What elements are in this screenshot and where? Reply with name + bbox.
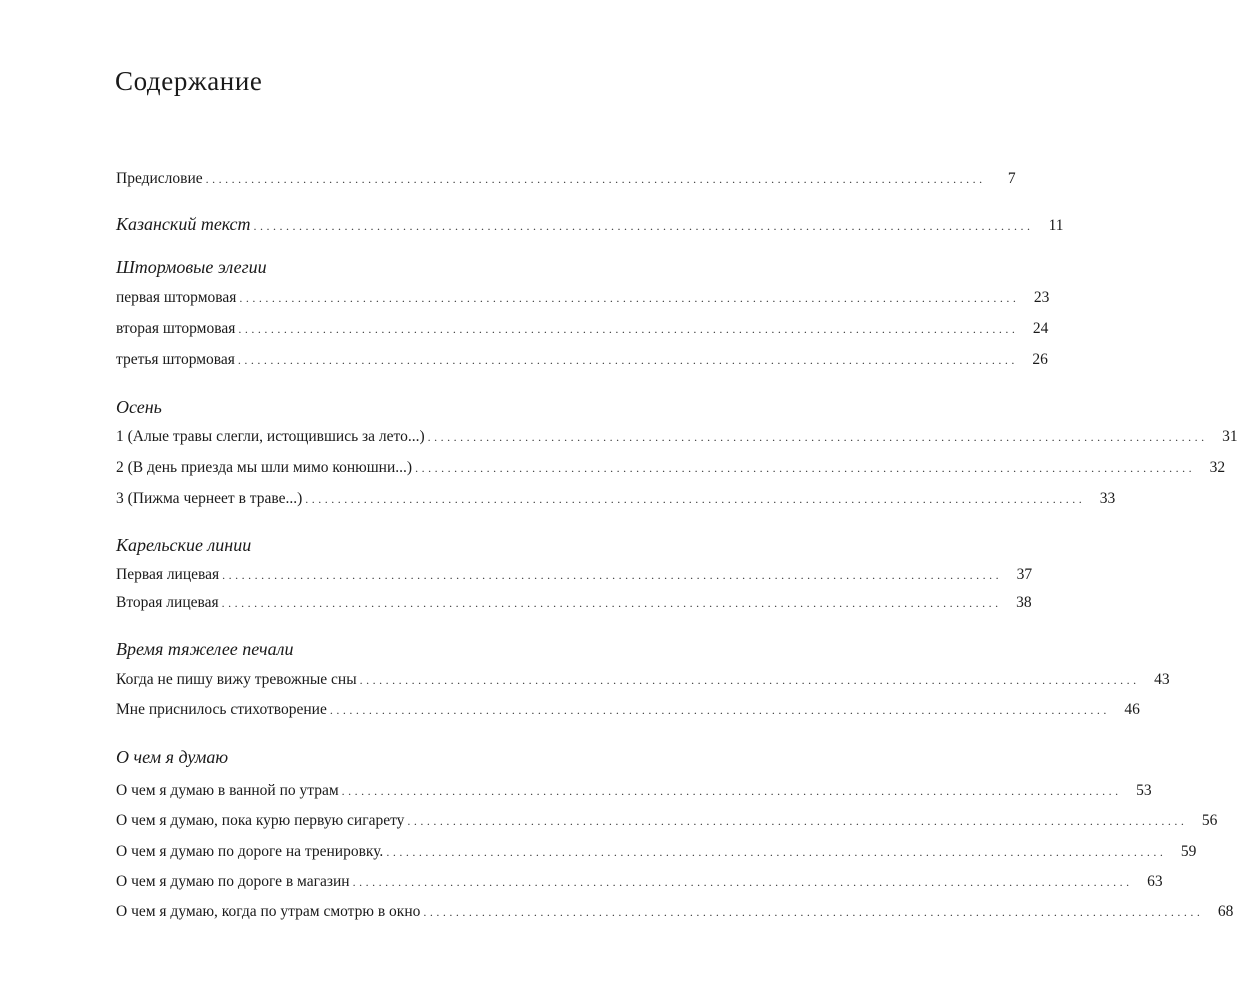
toc-entry-label: О чем я думаю по дороге в магазин — [116, 873, 350, 890]
section-heading: Осень — [116, 397, 162, 417]
toc-entry-kazan[interactable] — [116, 214, 1064, 235]
dot-leader: ........................................................................................................................ — [237, 353, 1018, 367]
toc-page-number: 33 — [1099, 490, 1116, 507]
toc-entry[interactable] — [116, 428, 1238, 446]
toc-entry-label: вторая штормовая — [116, 320, 236, 337]
dot-leader: ........................................................................................................................ — [341, 784, 1122, 798]
section-heading: Время тяжелее печали — [116, 639, 294, 659]
toc-page-number: 31 — [1222, 428, 1238, 445]
dot-leader: ........................................................................................................................ — [407, 814, 1188, 828]
toc-entry[interactable] — [116, 594, 1032, 612]
dot-leader: ........................................................................................................................ — [238, 322, 1019, 336]
section-heading: О чем я думаю — [116, 747, 229, 767]
toc-entry-label: Когда не пишу вижу тревожные сны — [116, 671, 357, 688]
toc-page-number: 56 — [1201, 812, 1218, 829]
toc-entry-label: О чем я думаю, пока курю первую сигарету — [116, 812, 405, 829]
dot-leader: ........................................................................................................................ — [329, 703, 1110, 717]
section-heading: Штормовые элегии — [116, 257, 267, 277]
toc-page-number: 26 — [1032, 351, 1048, 368]
toc-entry-label: О чем я думаю по дороге на тренировку. — [116, 843, 384, 860]
dot-leader: ........................................................................................................................ — [427, 430, 1208, 444]
toc-entry[interactable] — [116, 843, 1197, 861]
toc-page-number: 24 — [1032, 320, 1049, 337]
toc-entry-label: Вторая лицевая — [116, 594, 219, 611]
toc-entry-label: первая штормовая — [116, 289, 237, 306]
toc-entry[interactable] — [116, 320, 1049, 338]
toc-page-number: 43 — [1154, 671, 1170, 688]
toc-page-number: 37 — [1016, 566, 1033, 583]
toc-page-number: 68 — [1217, 903, 1234, 920]
toc-entry-label: Мне приснилось стихотворение — [116, 701, 327, 718]
toc-page-number: 23 — [1033, 289, 1050, 306]
toc-page-number: 53 — [1136, 782, 1152, 799]
toc-entry[interactable] — [116, 812, 1218, 830]
dot-leader: ........................................................................................................................ — [352, 875, 1133, 889]
toc-page-number: 11 — [1048, 217, 1064, 234]
toc-entry[interactable] — [116, 289, 1050, 307]
page-title: Содержание — [115, 66, 263, 96]
toc-entry-label: Казанский текст — [116, 214, 251, 234]
toc-entry[interactable] — [116, 701, 1140, 719]
toc-page-number: 38 — [1016, 594, 1032, 611]
dot-leader: ........................................................................................................................ — [415, 461, 1196, 475]
dot-leader: ........................................................................................................................ — [253, 219, 1034, 233]
toc-entry-label: 1 (Алые травы слегли, истощившись за лето...) — [116, 428, 425, 445]
toc-entry-label: О чем я думаю в ванной по утрам — [116, 782, 339, 799]
toc-entry-preface[interactable] — [116, 170, 1016, 188]
dot-leader: ........................................................................................................................ — [221, 596, 1002, 610]
toc-entry[interactable] — [116, 566, 1033, 584]
toc-entry[interactable] — [116, 671, 1170, 689]
dot-leader: ........................................................................................................................ — [359, 673, 1140, 687]
toc-page-number: 59 — [1180, 843, 1197, 860]
toc-entry-label: третья штормовая — [116, 351, 235, 368]
toc-entry[interactable] — [116, 903, 1234, 921]
dot-leader: ........................................................................................................................ — [386, 845, 1167, 859]
toc-entry[interactable] — [116, 490, 1116, 508]
toc-entry-label: Предисловие — [116, 170, 203, 187]
toc-entry-label: Первая лицевая — [116, 566, 220, 583]
toc-entry[interactable] — [116, 782, 1152, 800]
toc-entry[interactable] — [116, 873, 1163, 891]
toc-page-number: 46 — [1124, 701, 1140, 718]
toc-entry[interactable] — [116, 351, 1048, 369]
dot-leader: ........................................................................................................................ — [222, 568, 1003, 582]
toc-entry-label: 3 (Пижма чернеет в траве...) — [116, 490, 303, 507]
dot-leader: ........................................................................................................................ — [305, 492, 1086, 506]
dot-leader: ........................................................................................................................ — [423, 905, 1204, 919]
toc-entry[interactable] — [116, 459, 1226, 477]
dot-leader: ........................................................................................................................ — [239, 291, 1020, 305]
toc-entry-label: О чем я думаю, когда по утрам смотрю в окно — [116, 903, 421, 920]
section-heading: Карельские линии — [116, 535, 252, 555]
toc-page-number: 7 — [1007, 170, 1016, 187]
toc-page-number: 32 — [1209, 459, 1226, 476]
toc-page-number: 63 — [1147, 873, 1163, 890]
dot-leader: ........................................................................................................................ — [205, 172, 986, 186]
toc-entry-label: 2 (В день приезда мы шли мимо конюшни...) — [116, 459, 413, 476]
